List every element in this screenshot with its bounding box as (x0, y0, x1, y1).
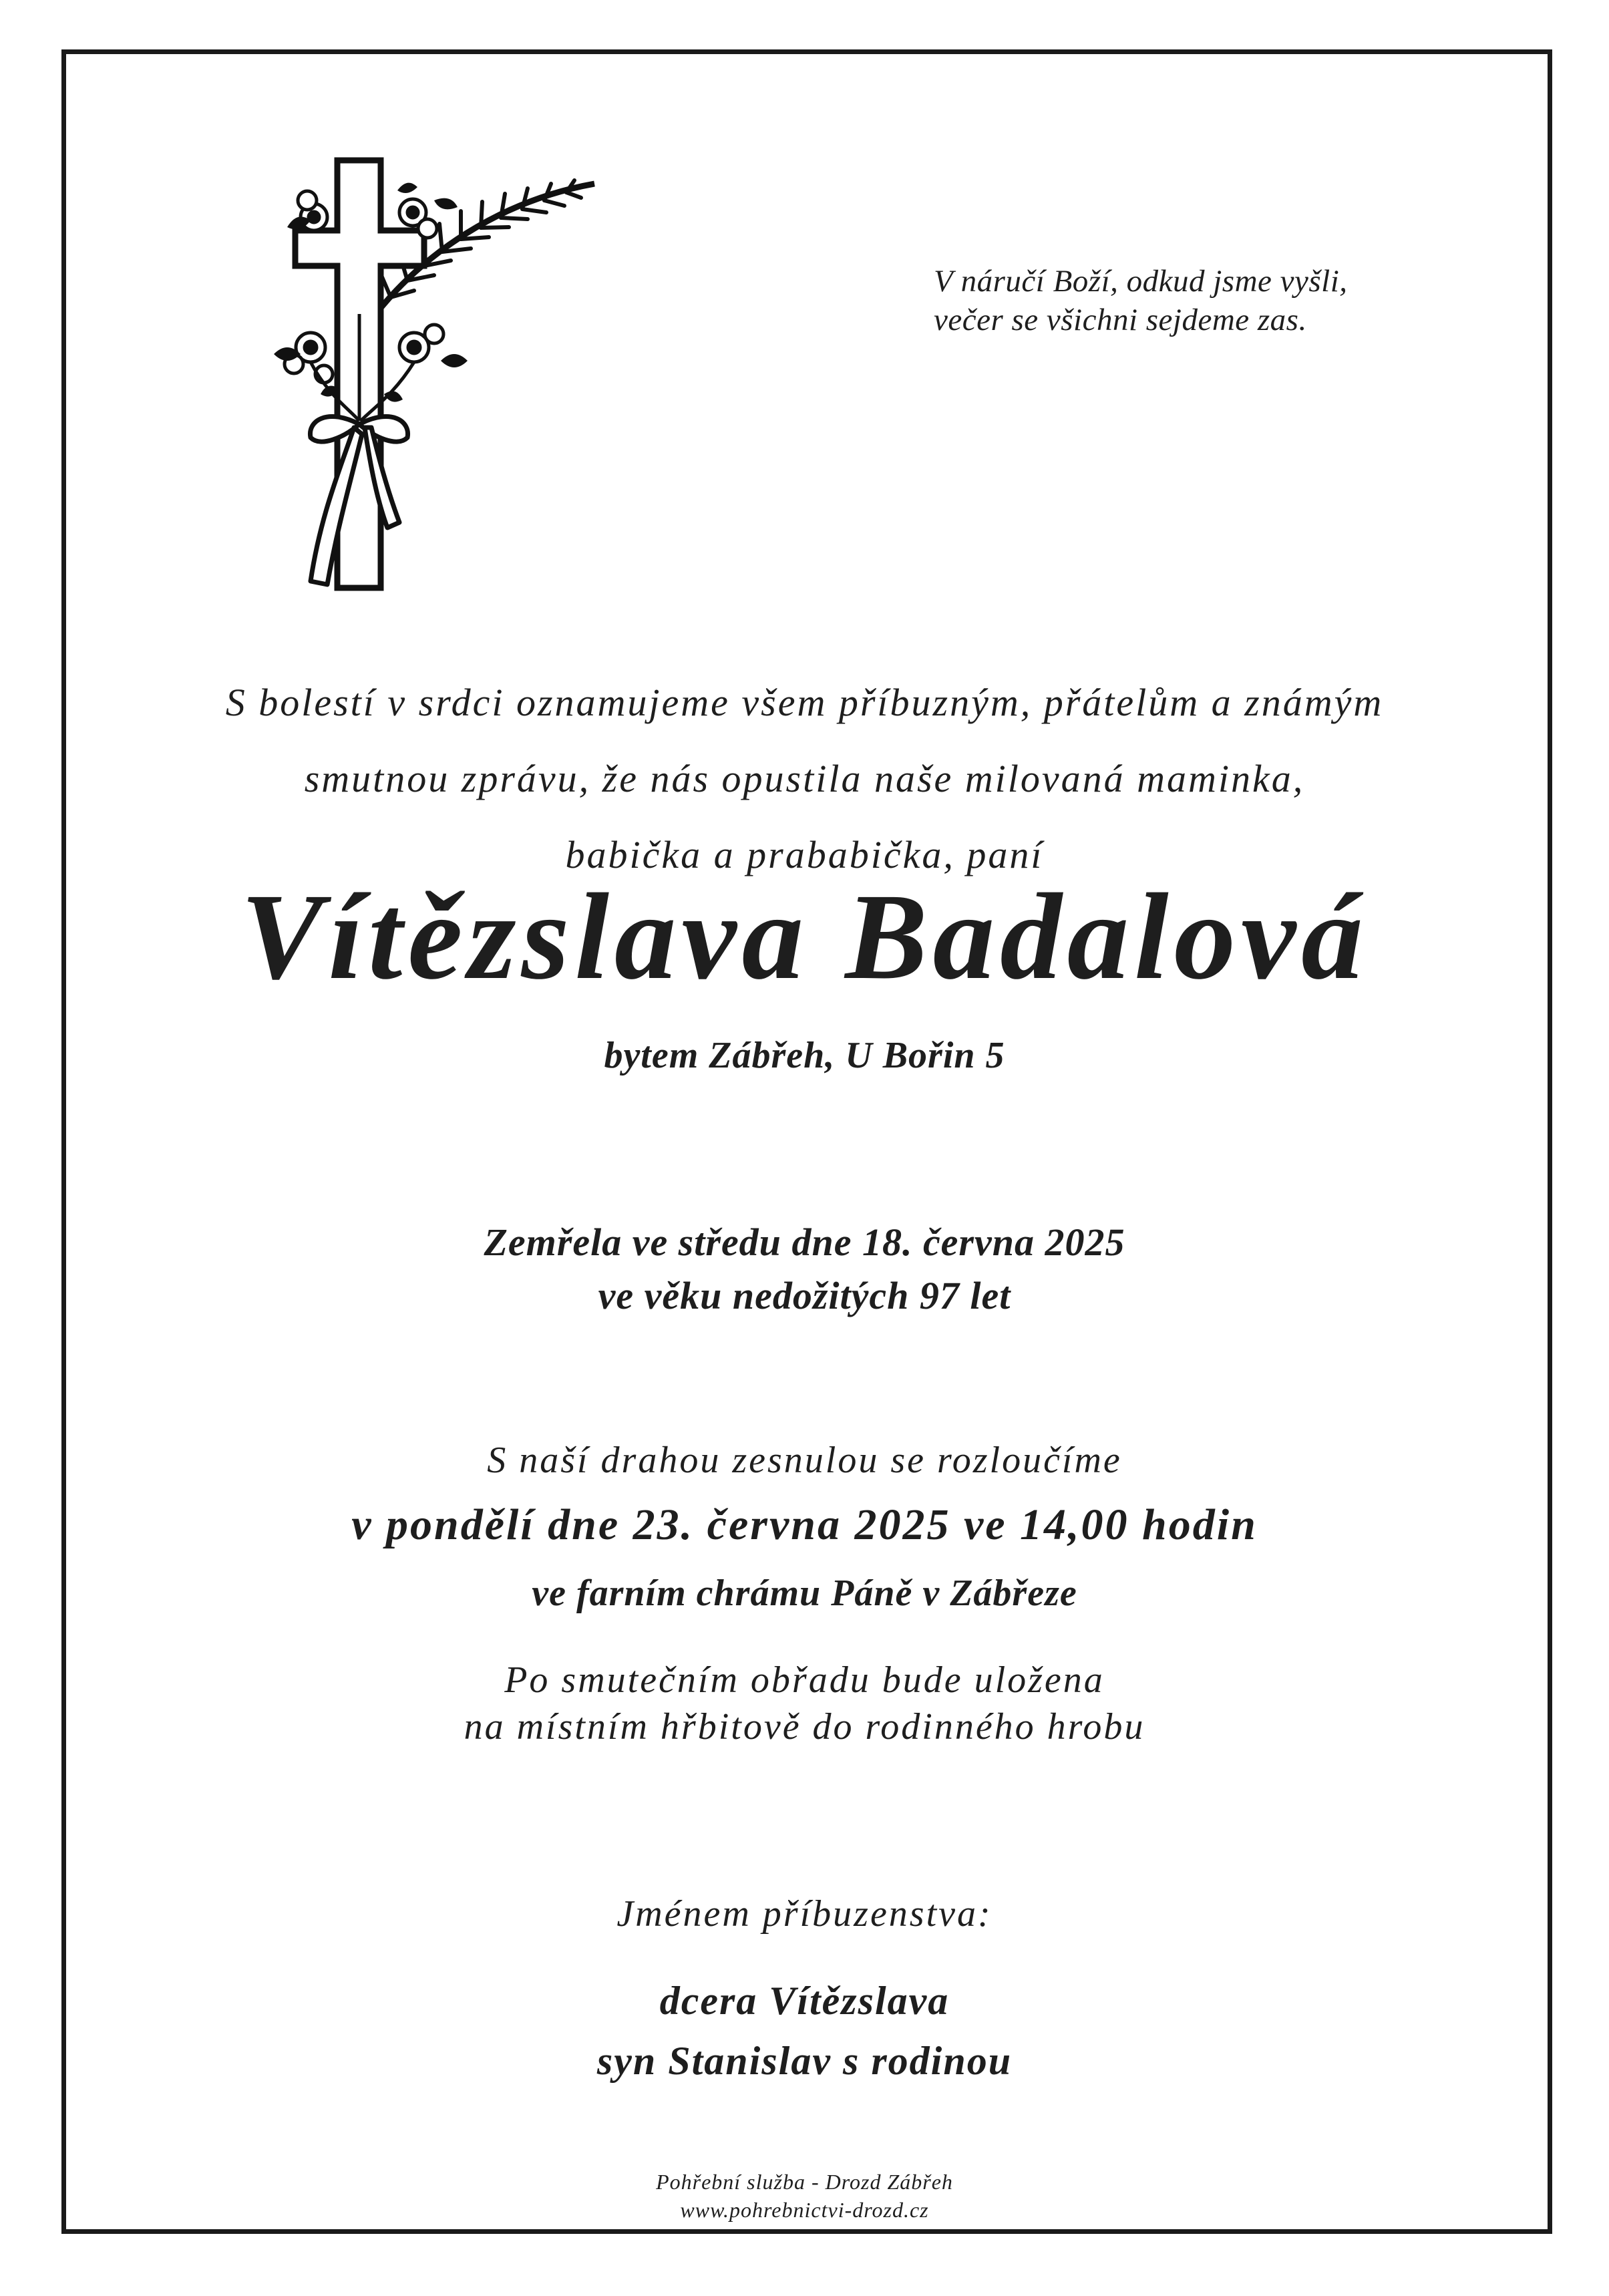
intro-line: S bolestí v srdci oznamujeme všem příbuzným, přátelům a známým (225, 681, 1384, 724)
funeral-service-name: Pohřební služba - Drozd Zábřeh (656, 2170, 953, 2194)
intro-line: smutnou zprávu, že nás opustila naše milovaná maminka, (304, 757, 1305, 800)
burial-line: na místním hřbitově do rodinného hrobu (464, 1706, 1145, 1748)
footer (0, 2168, 1609, 2224)
death-age: ve věku nedožitých 97 let (598, 1274, 1011, 1317)
motto-quote (934, 262, 1481, 339)
motto-line: V náručí Boží, odkud jsme vyšli, (934, 264, 1348, 299)
funeral-service-website: www.pohrebnictvi-drozd.cz (680, 2198, 929, 2222)
burial-info (0, 1657, 1609, 1750)
deceased-name: Vítězslava Badalová (240, 868, 1369, 1005)
intro-line: babička a prababička, paní (565, 833, 1044, 876)
announcement-intro (0, 665, 1609, 893)
family-intro: Jménem příbuzenstva: (616, 1893, 993, 1935)
farewell-place: ve farním chrámu Páně v Zábřeze (532, 1573, 1077, 1614)
farewell-date: v pondělí dne 23. června 2025 ve 14,00 hodin (351, 1500, 1258, 1549)
family-members (0, 1971, 1609, 2091)
family-member: syn Stanislav s rodinou (596, 2039, 1013, 2083)
death-info (0, 1216, 1609, 1323)
family-member: dcera Vítězslava (659, 1979, 950, 2023)
deceased-address: bytem Zábřeh, U Bořin 5 (604, 1035, 1005, 1076)
death-date: Zemřela ve středu dne 18. června 2025 (484, 1220, 1125, 1264)
cross-with-palm-and-flowers-icon (247, 154, 688, 608)
farewell-intro: S naší drahou zesnulou se rozloučíme (487, 1440, 1122, 1481)
burial-line: Po smutečním obřadu bude uložena (504, 1659, 1105, 1701)
motto-line: večer se všichni sejdeme zas. (934, 303, 1307, 337)
